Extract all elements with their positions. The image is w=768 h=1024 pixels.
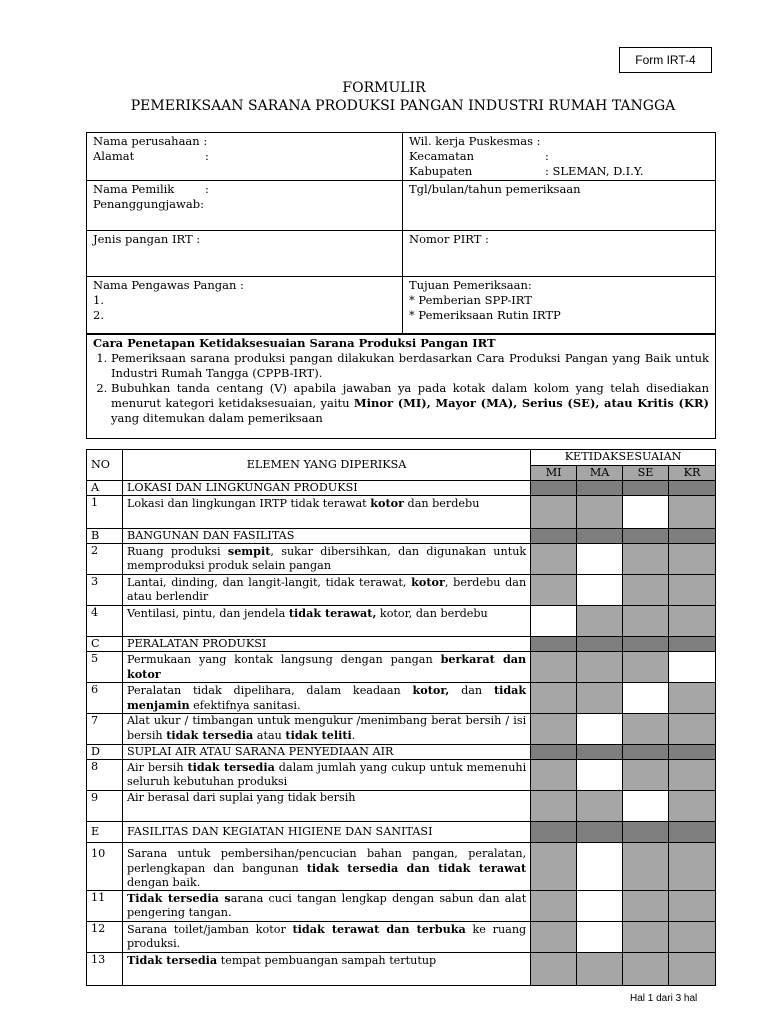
table-row: 10 Sarana untuk pembersihan/pencucian bahan pangan, peralatan, perlengkapan dan bangunan tidak tersedia dan tidak terawat dengan baik. bbox=[87, 843, 716, 891]
inspector-2: 2. bbox=[93, 308, 104, 322]
section-row: D SUPLAI AIR ATAU SARANA PENYEDIAAN AIR bbox=[87, 745, 716, 760]
table-row: 7 Alat ukur / timbangan untuk mengukur /menimbang berat bersih / isi bersih tidak tersedia atau tidak teliti. bbox=[87, 714, 716, 745]
company-cell bbox=[87, 133, 403, 181]
purpose-label: Tujuan Pemeriksaan: bbox=[409, 278, 532, 292]
instruction-2: 2. Bubuhkan tanda centang (V) apabila jawaban ya pada kotak dalam kolom yang telah disediakan menurut kategori ketidaksesuaian, yaitu Minor (MI), Mayor (MA), Serius (SE), atau Kritis (KR) yang ditemukan dalam pemeriksaan bbox=[111, 381, 709, 426]
section-title: SUPLAI AIR ATAU SARANA PENYEDIAAN AIR bbox=[122, 745, 530, 760]
address-label: Alamat : bbox=[93, 149, 209, 163]
owner-label: Nama Pemilik : bbox=[93, 182, 209, 196]
info-table bbox=[86, 132, 716, 335]
section-row: A LOKASI DAN LINGKUNGAN PRODUKSI bbox=[87, 481, 716, 496]
region-cell bbox=[403, 133, 716, 181]
checkbox-cell[interactable] bbox=[577, 575, 623, 606]
purpose-cell bbox=[403, 277, 716, 335]
section-title: BANGUNAN DAN FASILITAS bbox=[122, 529, 530, 544]
checkbox-cell[interactable] bbox=[623, 791, 669, 822]
inspection-table bbox=[86, 449, 716, 986]
nonconformity-header: KETIDAKSESUAIAN bbox=[531, 450, 716, 466]
table-row: 4 Ventilasi, pintu, dan jendela tidak terawat, kotor, dan berdebu bbox=[87, 606, 716, 637]
kr-header: KR bbox=[669, 466, 716, 481]
checkbox-cell[interactable] bbox=[577, 714, 623, 745]
purpose-option-2: * Pemeriksaan Rutin IRTP bbox=[409, 308, 561, 322]
form-code: Form IRT-4 bbox=[619, 47, 712, 73]
company-name-label: Nama perusahaan : bbox=[93, 134, 208, 148]
section-title: LOKASI DAN LINGKUNGAN PRODUKSI bbox=[122, 481, 530, 496]
inspector-label: Nama Pengawas Pangan : bbox=[93, 278, 244, 292]
section-title: FASILITAS DAN KEGIATAN HIGIENE DAN SANITASI bbox=[122, 822, 530, 843]
kabupaten-label: Kabupaten : SLEMAN, D.I.Y. bbox=[409, 164, 644, 178]
responsible-label: Penanggungjawab: bbox=[93, 197, 204, 211]
checkbox-cell[interactable] bbox=[531, 606, 577, 637]
owner-cell bbox=[87, 181, 403, 231]
checkbox-cell[interactable] bbox=[577, 544, 623, 575]
table-row: 6 Peralatan tidak dipelihara, dalam keadaan kotor, dan tidak menjamin efektifnya sanitasi. bbox=[87, 683, 716, 714]
table-row: 1 Lokasi dan lingkungan IRTP tidak terawat kotor dan berdebu bbox=[87, 496, 716, 529]
kecamatan-label: Kecamatan : bbox=[409, 149, 549, 163]
table-row: 8 Air bersih tidak tersedia dalam jumlah yang cukup untuk memenuhi seluruh kebutuhan produksi bbox=[87, 760, 716, 791]
section-row: E FASILITAS DAN KEGIATAN HIGIENE DAN SANITASI bbox=[87, 822, 716, 843]
section-row: C PERALATAN PRODUKSI bbox=[87, 637, 716, 652]
pirt-number-label: Nomor PIRT : bbox=[403, 231, 716, 277]
table-row: 5 Permukaan yang kontak langsung dengan pangan berkarat dan kotor bbox=[87, 652, 716, 683]
instructions-heading: Cara Penetapan Ketidaksesuaian Sarana Produksi Pangan IRT bbox=[93, 336, 496, 350]
mi-header: MI bbox=[531, 466, 577, 481]
form-title: FORMULIR bbox=[342, 80, 426, 96]
section-row: B BANGUNAN DAN FASILITAS bbox=[87, 529, 716, 544]
table-row: 9 Air berasal dari suplai yang tidak bersih bbox=[87, 791, 716, 822]
ma-header: MA bbox=[577, 466, 623, 481]
purpose-option-1: * Pemberian SPP-IRT bbox=[409, 293, 532, 307]
instructions-box bbox=[86, 333, 716, 439]
checkbox-cell[interactable] bbox=[577, 922, 623, 953]
checkbox-cell[interactable] bbox=[577, 891, 623, 922]
puskesmas-label: Wil. kerja Puskesmas : bbox=[409, 134, 541, 148]
date-label: Tgl/bulan/tahun pemeriksaan bbox=[403, 181, 716, 231]
no-header: NO bbox=[87, 450, 123, 481]
checkbox-cell[interactable] bbox=[577, 843, 623, 891]
table-row: 13 Tidak tersedia tempat pembuangan sampah tertutup bbox=[87, 953, 716, 986]
checkbox-cell[interactable] bbox=[577, 760, 623, 791]
section-title: PERALATAN PRODUKSI bbox=[122, 637, 530, 652]
table-row: 3 Lantai, dinding, dan langit-langit, tidak terawat, kotor, berdebu dan atau berlendir bbox=[87, 575, 716, 606]
table-row: 12 Sarana toilet/jamban kotor tidak terawat dan terbuka ke ruang produksi. bbox=[87, 922, 716, 953]
food-type-label: Jenis pangan IRT : bbox=[87, 231, 403, 277]
checkbox-cell[interactable] bbox=[623, 496, 669, 529]
checkbox-cell[interactable] bbox=[623, 683, 669, 714]
checkbox-cell[interactable] bbox=[669, 652, 716, 683]
inspector-1: 1. bbox=[93, 293, 104, 307]
table-row: 11 Tidak tersedia sarana cuci tangan lengkap dengan sabun dan alat pengering tangan. bbox=[87, 891, 716, 922]
se-header: SE bbox=[623, 466, 669, 481]
inspector-cell bbox=[87, 277, 403, 335]
instruction-1: 1. Pemeriksaan sarana produksi pangan dilakukan berdasarkan Cara Produksi Pangan yang Baik untuk Industri Rumah Tangga (CPPB-IRT). bbox=[111, 351, 709, 381]
form-subtitle: PEMERIKSAAN SARANA PRODUKSI PANGAN INDUSTRI RUMAH TANGGA bbox=[130, 98, 676, 114]
element-header: ELEMEN YANG DIPERIKSA bbox=[122, 450, 530, 481]
page-number: Hal 1 dari 3 hal bbox=[630, 993, 698, 1004]
table-row: 2 Ruang produksi sempit, sukar dibersihkan, dan digunakan untuk memproduksi produk selain pangan bbox=[87, 544, 716, 575]
